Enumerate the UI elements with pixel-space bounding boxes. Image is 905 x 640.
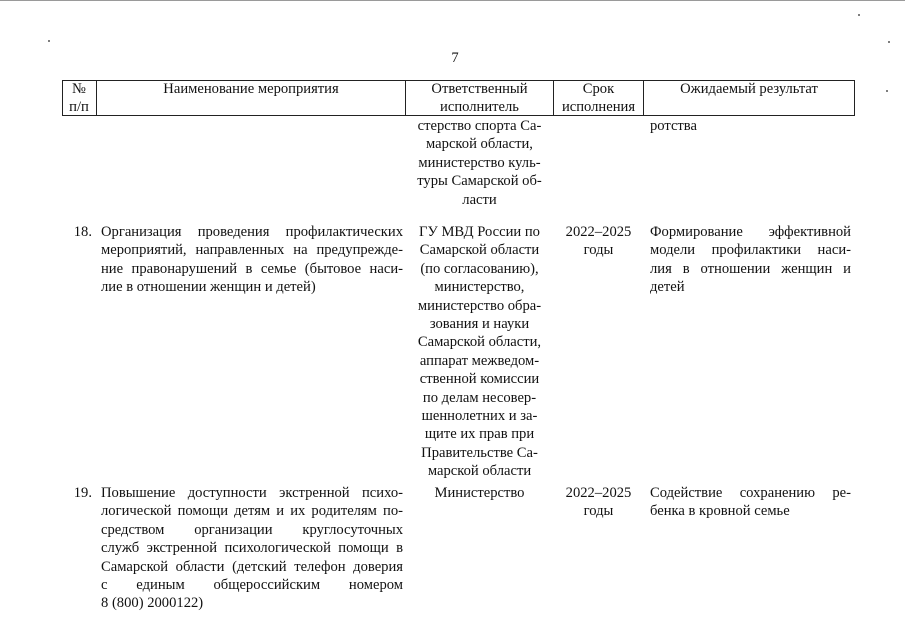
scan-speck (888, 41, 890, 43)
name-line: служб экстренной психологической помощи в (101, 540, 403, 557)
row-number: 19. (73, 485, 92, 501)
result-line: Формирование эффективной (650, 224, 851, 240)
responsible-line: Самарской области (419, 242, 540, 259)
result-line: лия в отношении женщин и (650, 260, 851, 277)
continuation-responsible (406, 117, 553, 209)
responsible-line: шеннолетних и за- (421, 408, 538, 425)
header-result: Ожидаемый результат (680, 81, 818, 97)
name-line: 8 (800) 2000122) (101, 595, 204, 612)
responsible-line: зования и науки (429, 316, 530, 333)
responsible-line: аппарат межведом- (419, 352, 540, 369)
header-responsible (406, 80, 553, 117)
scan-speck (886, 90, 888, 92)
term-line: 2022–2025 (565, 224, 632, 240)
header-responsible-line: Ответственный (431, 81, 528, 97)
name-line: ние правонарушений в семье (бытовое наси- (101, 260, 403, 277)
row-result (650, 223, 851, 297)
responsible-line: министерство куль- (418, 154, 541, 171)
scan-speck (48, 40, 50, 42)
row-result (650, 484, 851, 521)
responsible-line: марской области, (426, 136, 533, 153)
name-line: с единым общероссийским номером (101, 577, 403, 594)
row-number: 18. (73, 224, 92, 240)
responsible-line: министерство, (434, 279, 525, 296)
header-name: Наименование мероприятия (163, 81, 339, 97)
name-line: Повышение доступности экстренной психо- (101, 485, 403, 501)
responsible-line: стерство спорта Са- (417, 118, 542, 134)
result-line: детей (650, 279, 685, 296)
header-number-line: № (72, 81, 86, 97)
responsible-line: туры Самарской об- (417, 173, 542, 190)
responsible-line: по делам несовер- (422, 389, 537, 406)
header-responsible-line: исполнитель (440, 99, 519, 116)
term-line: 2022–2025 (565, 485, 632, 501)
header-term (554, 80, 643, 117)
scan-speck (858, 14, 860, 16)
responsible-line: щите их прав при (424, 426, 535, 443)
term-line: годы (583, 242, 614, 259)
name-line: мероприятий, направленных на предупрежде- (101, 242, 403, 259)
name-line: логической помощи детям и их родителям по- (101, 503, 403, 520)
name-line: средством организации круглосуточных (101, 521, 403, 538)
header-term-line: Срок (582, 81, 615, 97)
responsible-line: (по согласованию), (420, 260, 539, 277)
responsible-line: ственной комиссии (419, 371, 540, 388)
row-responsible (406, 484, 553, 502)
header-number (62, 80, 96, 117)
name-line: лие в отношении женщин и детей) (101, 279, 316, 296)
result-line: бенка в кровной семье (650, 503, 790, 520)
name-line: Организация проведения профилактических (101, 224, 403, 240)
top-border-line (0, 0, 905, 1)
responsible-line: Самарской области, (417, 334, 542, 351)
header-term-line: исполнения (561, 99, 636, 116)
responsible-line: министерство обра- (417, 297, 542, 314)
term-line: годы (583, 503, 614, 520)
responsible-line: ласти (462, 191, 497, 208)
result-line: Содействие сохранению ре- (650, 485, 851, 501)
row-name (101, 223, 403, 297)
responsible-line: марской области (427, 463, 532, 480)
header-number-line: п/п (69, 99, 89, 116)
responsible-line: Министерство (434, 485, 525, 501)
row-responsible (406, 223, 553, 481)
header-divider (854, 80, 855, 116)
result-line: модели профилактики наси- (650, 242, 851, 259)
row-term (554, 223, 643, 260)
responsible-line: Правительстве Са- (421, 444, 538, 461)
row-term (554, 484, 643, 521)
row-name (101, 484, 403, 613)
continuation-result: ротства (650, 118, 697, 134)
responsible-line: ГУ МВД России по (419, 224, 540, 240)
page-number: 7 (451, 50, 459, 66)
name-line: Самарской области (детский телефон доверия (101, 558, 403, 575)
